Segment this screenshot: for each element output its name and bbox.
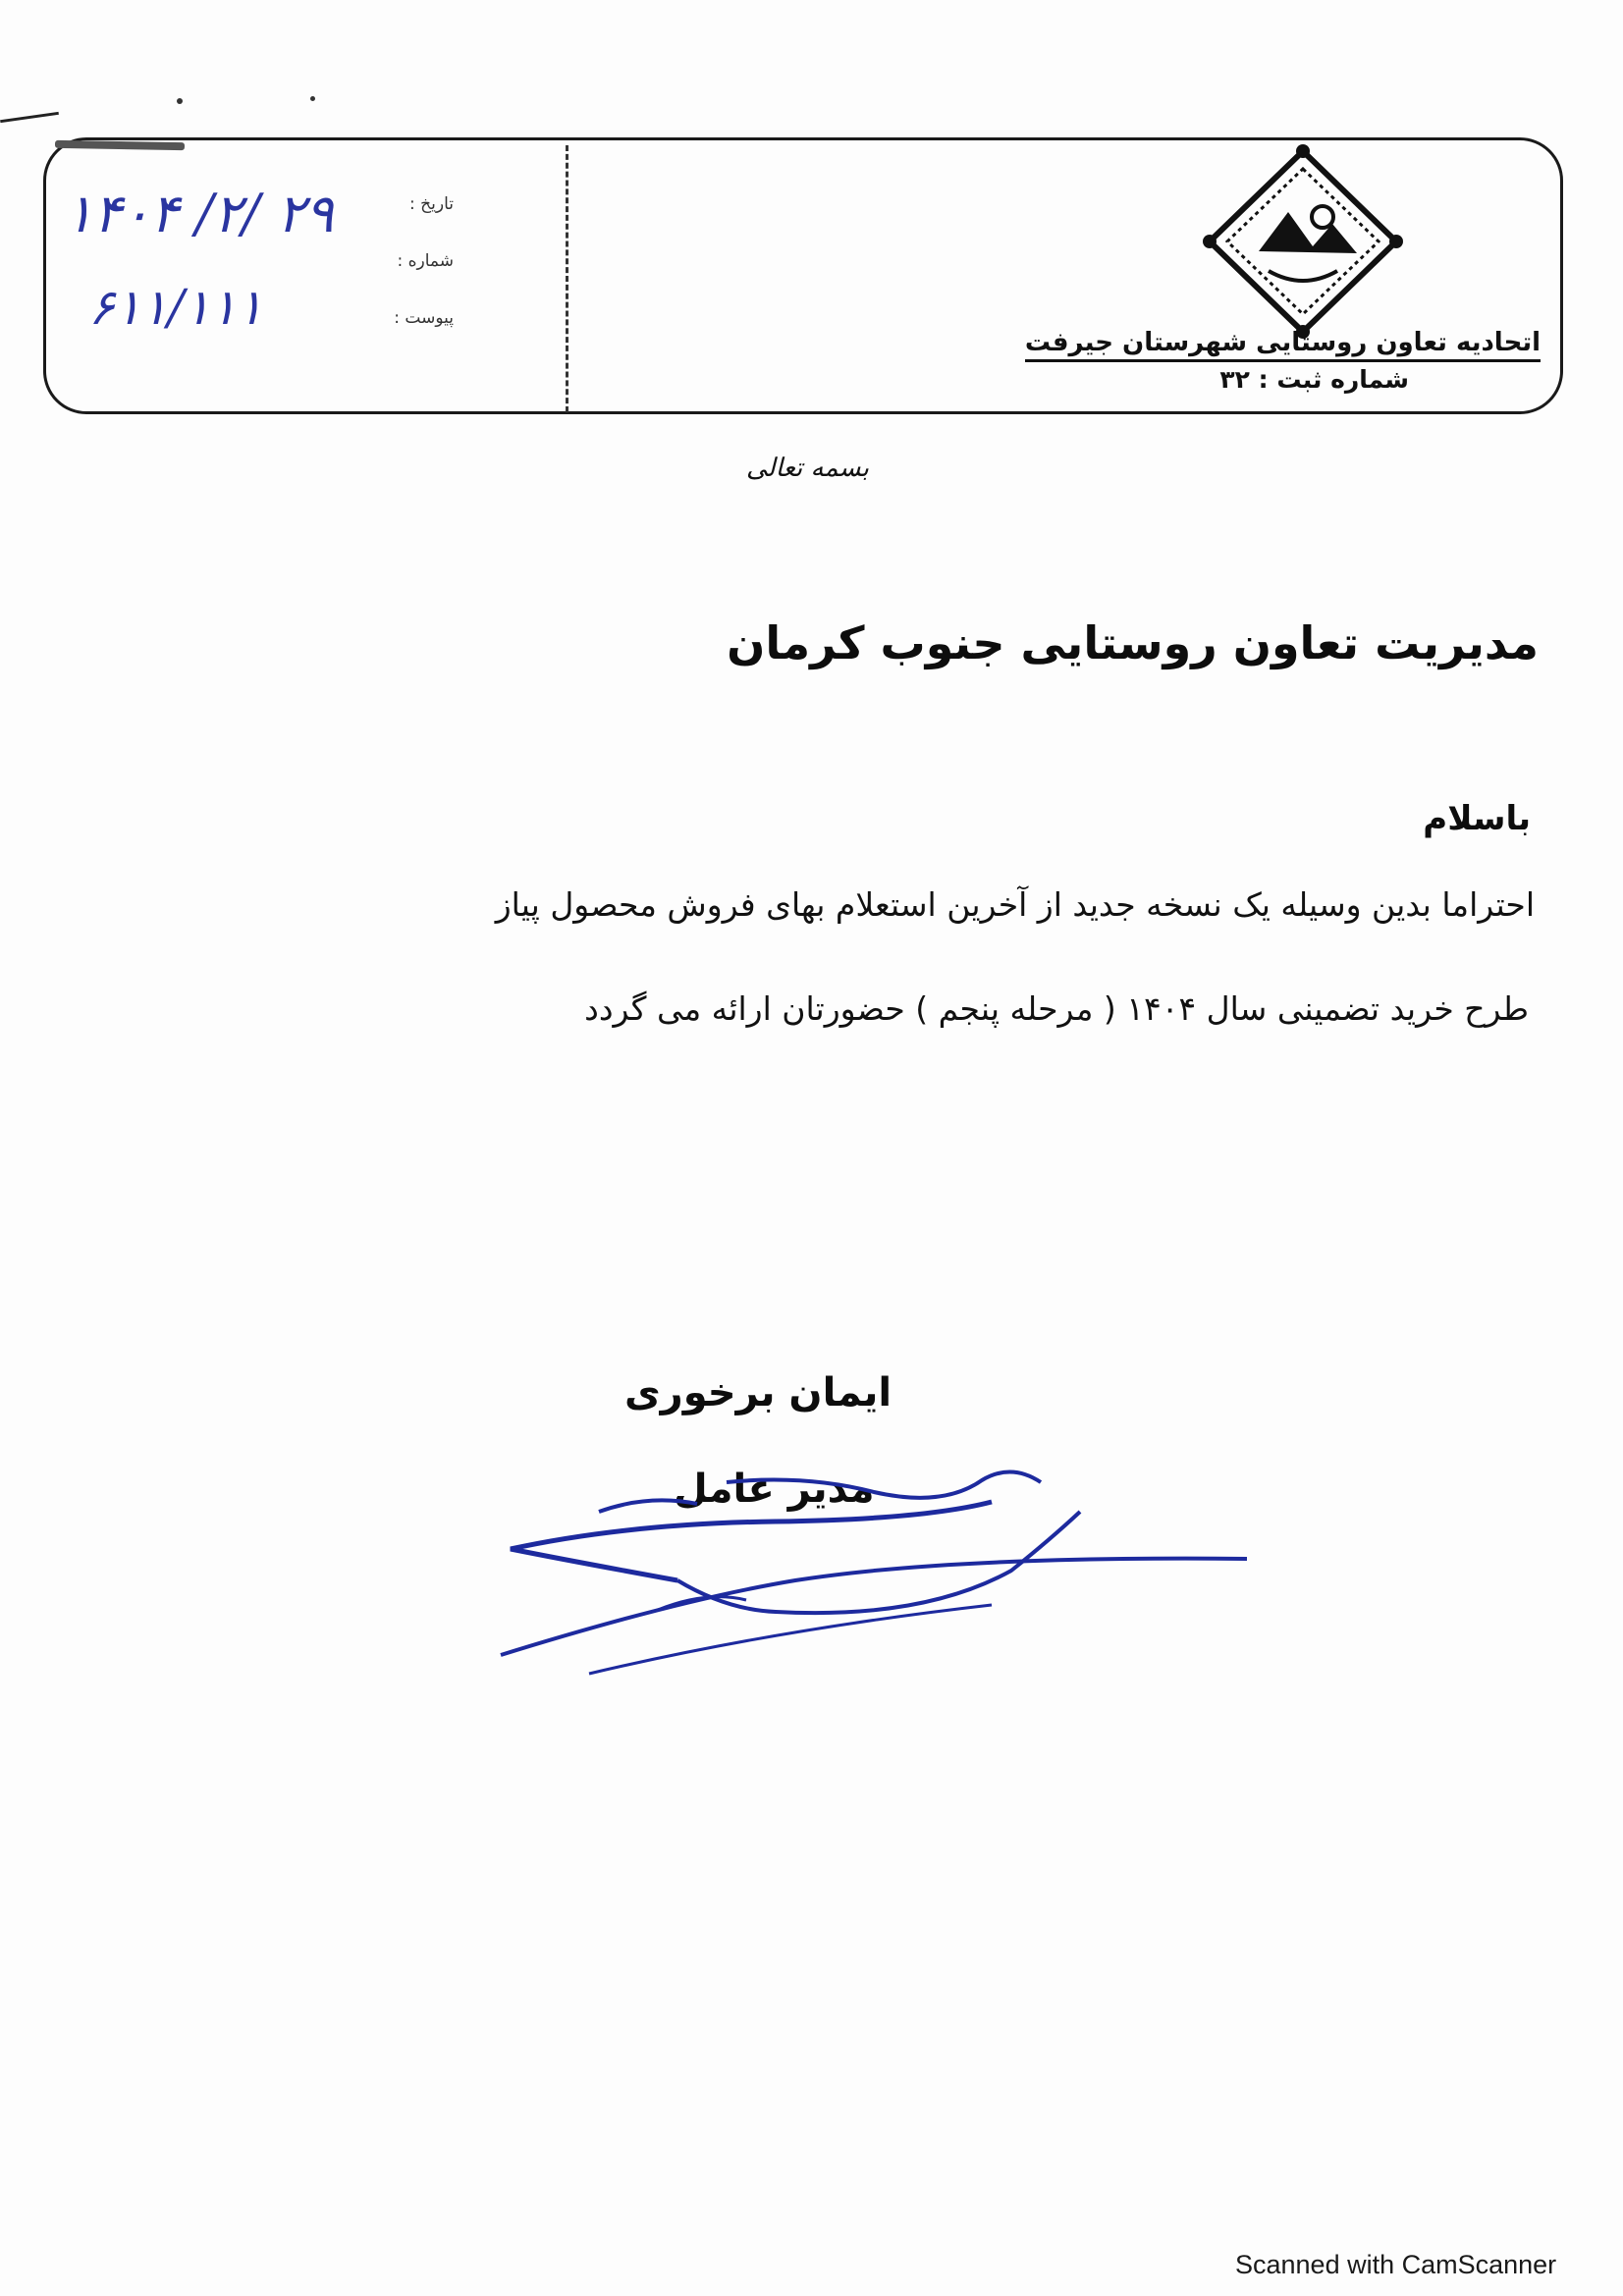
attachment-label: پیوست : xyxy=(394,308,454,328)
greeting: باسلام xyxy=(1423,799,1531,838)
handwritten-date: ۱۴۰۴ /۲/ ۲۹ xyxy=(65,183,334,244)
number-label: شماره : xyxy=(397,251,454,271)
body-line-1: احتراما بدین وسیله یک نسخه جدید از آخرین استعلام بهای فروش محصول پیاز xyxy=(495,885,1535,924)
registration-number: شماره ثبت : ۳۲ xyxy=(1219,365,1409,394)
body-line-2: طرح خرید تضمینی سال ۱۴۰۴ ( مرحله پنجم ) حضورتان ارائه می گردد xyxy=(584,989,1529,1028)
scan-speck xyxy=(177,98,183,104)
signer-name: ایمان برخوری xyxy=(624,1370,893,1415)
handwritten-signature-icon xyxy=(481,1414,1296,1708)
invocation: بسمه تعالی xyxy=(746,454,869,483)
scan-speck xyxy=(310,96,315,101)
scan-edge-mark xyxy=(0,112,59,123)
handwritten-number: ۶۱۱/۱۱۱ xyxy=(88,279,263,336)
organization-name: اتحادیه تعاون روستایی شهرستان جیرفت xyxy=(1025,328,1541,362)
scanner-watermark: Scanned with CamScanner xyxy=(1235,2250,1557,2279)
letterhead-divider xyxy=(566,145,568,412)
organization-logo-icon xyxy=(1200,143,1406,340)
signer-title: مدیر عامل xyxy=(674,1467,875,1512)
date-label: تاریخ : xyxy=(409,194,454,214)
recipient-title: مدیریت تعاون روستایی جنوب کرمان xyxy=(727,616,1539,669)
